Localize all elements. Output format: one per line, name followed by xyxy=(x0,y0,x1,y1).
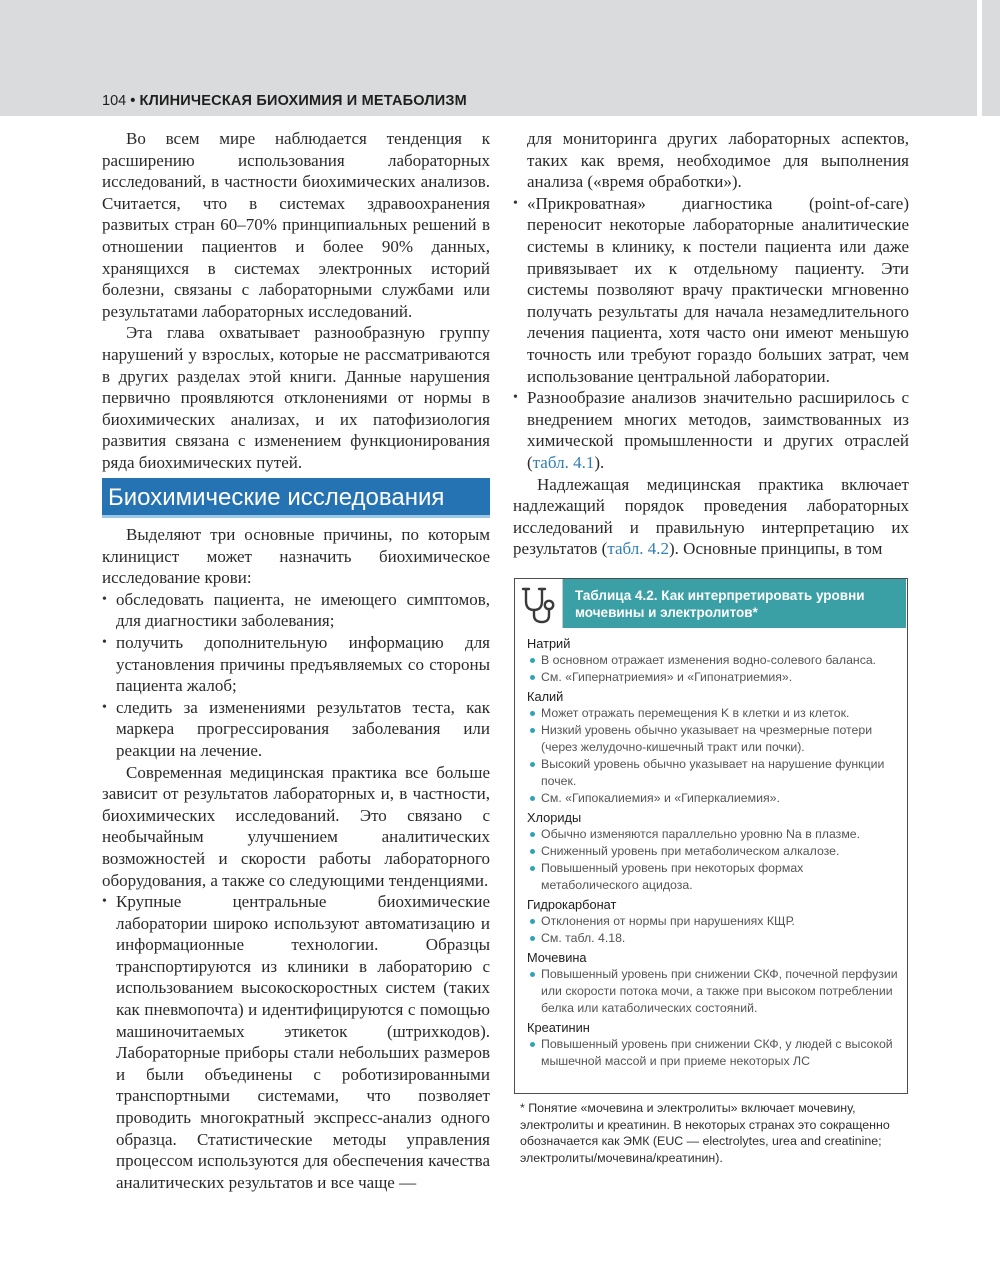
group-chloride-list xyxy=(527,826,899,894)
group-urea-list xyxy=(527,966,899,1017)
list-item: • «Прикроватная» диагностика (point-of-care) переносит некоторые лабораторные аналитические системы в клинику, к постели пациента или даже привязывает их к отдельному пациенту. Эти системы позволяют врачу практически мгновенно получать результаты для начала незамедлительного лечения пациента, хотя часто они имеют меньшую точность или требуют гораздо больших затрат, чем использование центральной лаборатории. xyxy=(513,193,909,387)
good-practice-paragraph xyxy=(513,474,909,560)
intro-paragraph-1: Во всем мире наблюдается тенденция к расширению использования лабораторных исследований, в частности биохимических анализов. Считается, что в системах здравоохранения развитых стран 60–70% принципиальных решений в отношении пациентов и более 90% данных, хранящихся в системах электронных историй болезни, связаны с лабораторными службами или результатами лабораторных исследований. xyxy=(102,129,490,321)
intro-paragraph-2: Эта глава охватывает разнообразную группу нарушений у взрослых, которые не рассматриваются в других разделах этой книги. Данные нарушения первично проявляются отклонениями от нормы в биохимических анализах, и их патофизиология развития связана с изменением функционирования ряда биохимических путей. xyxy=(102,323,490,472)
list-item: Отклонения от нормы при нарушениях КЩР. xyxy=(527,913,899,930)
group-bicarbonate-list xyxy=(527,913,899,947)
trend-continuation: для мониторинга других лабораторных аспектов, таких как время, необходимое для выполнения анализа («время обработки»). xyxy=(527,129,909,192)
list-item: В основном отражает изменения водно-солевого баланса. xyxy=(527,652,899,669)
list-item: См. «Гипокалиемия» и «Гиперкалиемия». xyxy=(527,790,899,807)
list-item: Низкий уровень обычно указывает на чрезмерные потери (через желудочно-кишечный тракт или почки). xyxy=(527,722,899,756)
trend3-text: Разнообразие анализов значительно расширилось с внедрением многих методов, заимствованных из химической промышленности и других отраслей ( xyxy=(527,388,909,472)
practice-paragraph: Современная медицинская практика все больше зависит от результатов лабораторных и, в частности, биохимических исследований. Это связано с необычайным улучшением аналитических возможностей и скорости работы лабораторного оборудования, а также со следующими тенденциями. xyxy=(102,762,490,890)
practice-end: ). Основные принципы, в том xyxy=(669,539,883,559)
left-main-column xyxy=(102,524,490,1193)
trends-list xyxy=(102,891,490,1193)
list-item: • следить за изменениями результатов теста, как маркера прогрессирования заболевания или реакции на лечение. xyxy=(102,697,490,762)
trend3-end: ). xyxy=(594,452,605,472)
list-item: Обычно изменяются параллельно уровню Na в плазме. xyxy=(527,826,899,843)
reasons-list xyxy=(102,589,490,762)
table-title: Таблица 4.2. Как интерпретировать уровни мочевины и электролитов* xyxy=(563,579,906,628)
section-heading: Биохимические исследования xyxy=(102,478,490,518)
list-item: Высокий уровень обычно указывает на нарушение функции почек. xyxy=(527,756,899,790)
group-creatinine-title: Креатинин xyxy=(527,1020,590,1035)
left-intro-column xyxy=(102,128,490,474)
list-item xyxy=(513,387,909,473)
page-number: 104 xyxy=(102,93,127,109)
practice-text: Надлежащая медицинская практика включает надлежащий порядок проведения лабораторных исследований и правильную интерпретацию их результатов ( xyxy=(513,474,909,559)
stethoscope-icon xyxy=(515,579,563,628)
page-edge-band xyxy=(982,0,1000,116)
group-chloride-title: Хлориды xyxy=(527,810,582,825)
reasons-intro: Выделяют три основные причины, по которым клиницист может назначить биохимическое исследование крови: xyxy=(102,525,490,588)
group-urea-title: Мочевина xyxy=(527,950,587,965)
group-creatinine-list xyxy=(527,1036,899,1070)
running-header xyxy=(102,93,467,109)
table-footnote: * Понятие «мочевина и электролиты» включает мочевину, электролиты и креатинин. В некоторых странах это сокращенно обозначается как ЭМК (EUC — electrolytes, urea and creatinine; электролиты/мочевина/креатинин). xyxy=(520,1101,890,1165)
trends-list-continued xyxy=(513,193,909,474)
list-item: См. табл. 4.18. xyxy=(527,930,899,947)
group-sodium-title: Натрий xyxy=(527,636,571,651)
list-item: Повышенный уровень при снижении СКФ, почечной перфузии или скорости потока мочи, а также при высоком потреблении белка или катаболических состояний. xyxy=(527,966,899,1017)
list-item: • обследовать пациента, не имеющего симптомов, для диагностики заболевания; xyxy=(102,589,490,632)
list-item: Повышенный уровень при снижении СКФ, у людей с высокой мышечной массой и при приеме некоторых ЛС xyxy=(527,1036,899,1070)
table-4-1-link[interactable]: табл. 4.1 xyxy=(532,452,595,472)
header-separator: • xyxy=(130,93,136,109)
group-bicarbonate-title: Гидрокарбонат xyxy=(527,897,617,912)
table-4-2-box xyxy=(514,578,908,1094)
group-sodium-list xyxy=(527,652,899,686)
list-item: Повышенный уровень при некоторых формах метаболического ацидоза. xyxy=(527,860,899,894)
list-item: См. «Гипернатриемия» и «Гипонатриемия». xyxy=(527,669,899,686)
table-4-2-link[interactable]: табл. 4.2 xyxy=(607,539,669,559)
list-item: • Крупные центральные биохимические лаборатории широко используют автоматизацию и информационные технологии. Образцы транспортируются из клиники в лабораторию с использованием высокоскоростных систем (таких как пневмопочта) и идентифицируются с помощью машиночитаемых этикеток (штрихкодов). Лабораторные приборы стали небольших размеров и были объединены с роботизированными транспортными системами, что позволяет проводить многократный экспресс-анализ одного образца. Статистические методы управления процессом используются для обеспечения качества аналитических результатов и все чаще — xyxy=(102,891,490,1193)
list-item: • получить дополнительную информацию для установления причины предъявляемых со стороны пациента жалоб; xyxy=(102,632,490,697)
table-body xyxy=(527,633,899,1070)
group-potassium-title: Калий xyxy=(527,689,564,704)
list-item: Сниженный уровень при метаболическом алкалозе. xyxy=(527,843,899,860)
table-box-header xyxy=(515,579,906,629)
chapter-title: КЛИНИЧЕСКАЯ БИОХИМИЯ И МЕТАБОЛИЗМ xyxy=(139,93,467,109)
right-column xyxy=(513,128,909,560)
list-item: Может отражать перемещения K в клетки и из клеток. xyxy=(527,705,899,722)
group-potassium-list xyxy=(527,705,899,807)
